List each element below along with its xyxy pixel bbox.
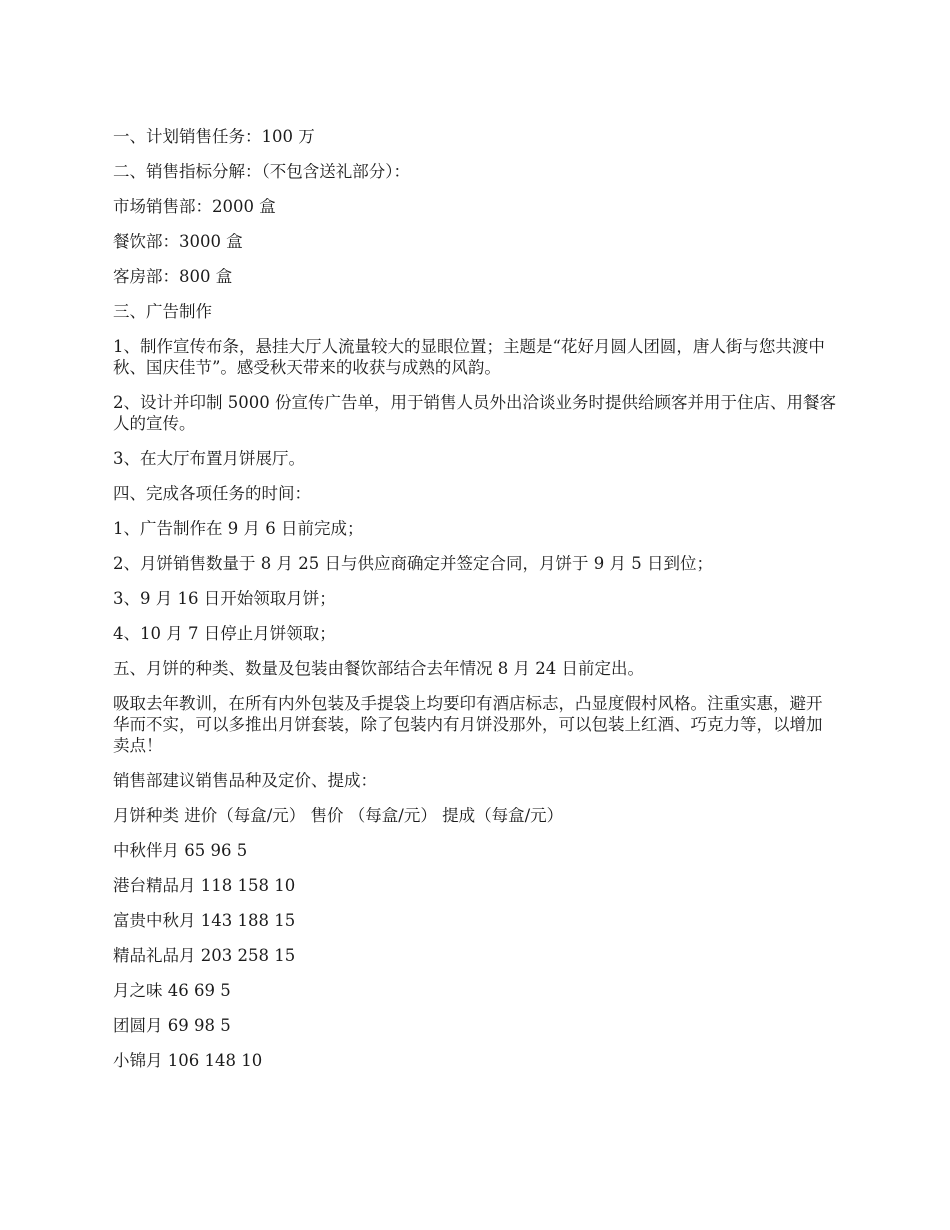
advertising-item-1: 1、制作宣传布条，悬挂大厅人流量较大的显眼位置；主题是“花好月圆人团圆，唐人街与您共渡中秋、国庆佳节”。感受秋天带来的收获与成熟的风韵。 [113, 337, 825, 377]
document-body [113, 126, 838, 1085]
advertising-item-2: 2、设计并印制 5000 份宣传广告单，用于销售人员外出洽谈业务时提供给顾客并用于住店、用餐客人的宣传。 [113, 393, 836, 433]
pricing-row: 月之味 46 69 5 [113, 981, 231, 1000]
rooms-dept-line: 客房部：800 盒 [113, 267, 233, 286]
pricing-row: 小锦月 106 148 10 [113, 1051, 263, 1070]
schedule-item-4: 4、10 月 7 日停止月饼领取； [113, 624, 336, 643]
pricing-row: 团圆月 69 98 5 [113, 1016, 231, 1035]
target-breakdown-heading: 二、销售指标分解：（不包含送礼部分）： [113, 162, 410, 181]
market-sales-dept-line: 市场销售部：2000 盒 [113, 197, 276, 216]
schedule-item-3: 3、9 月 16 日开始领取月饼； [113, 589, 336, 608]
pricing-heading: 销售部建议销售品种及定价、提成： [113, 771, 377, 790]
advertising-item-3: 3、在大厅布置月饼展厅。 [113, 449, 305, 468]
catering-dept-line: 餐饮部：3000 盒 [113, 232, 243, 251]
pricing-row: 富贵中秋月 143 188 15 [113, 911, 296, 930]
pricing-row: 精品礼品月 203 258 15 [113, 946, 296, 965]
schedule-heading: 四、完成各项任务的时间： [113, 484, 311, 503]
pricing-row: 中秋伴月 65 96 5 [113, 841, 248, 860]
schedule-item-1: 1、广告制作在 9 月 6 日前完成； [113, 519, 364, 538]
advertising-heading: 三、广告制作 [113, 302, 212, 321]
lessons-paragraph: 吸取去年教训，在所有内外包装及手提袋上均要印有酒店标志，凸显度假村风格。注重实惠，避开华而不实，可以多推出月饼套装，除了包装内有月饼没那外，可以包装上红酒、巧克力等，以增加卖点！ [113, 694, 823, 755]
pricing-header-row: 月饼种类 进价（每盒/元） 售价 （每盒/元） 提成（每盒/元） [113, 806, 564, 825]
sales-target-line: 一、计划销售任务：100 万 [113, 127, 315, 146]
pricing-row: 港台精品月 118 158 10 [113, 876, 296, 895]
mooncake-types-heading: 五、月饼的种类、数量及包装由餐饮部结合去年情况 8 月 24 日前定出。 [113, 659, 644, 678]
schedule-item-2: 2、月饼销售数量于 8 月 25 日与供应商确定并签定合同，月饼于 9 月 5 日到位； [113, 554, 713, 573]
